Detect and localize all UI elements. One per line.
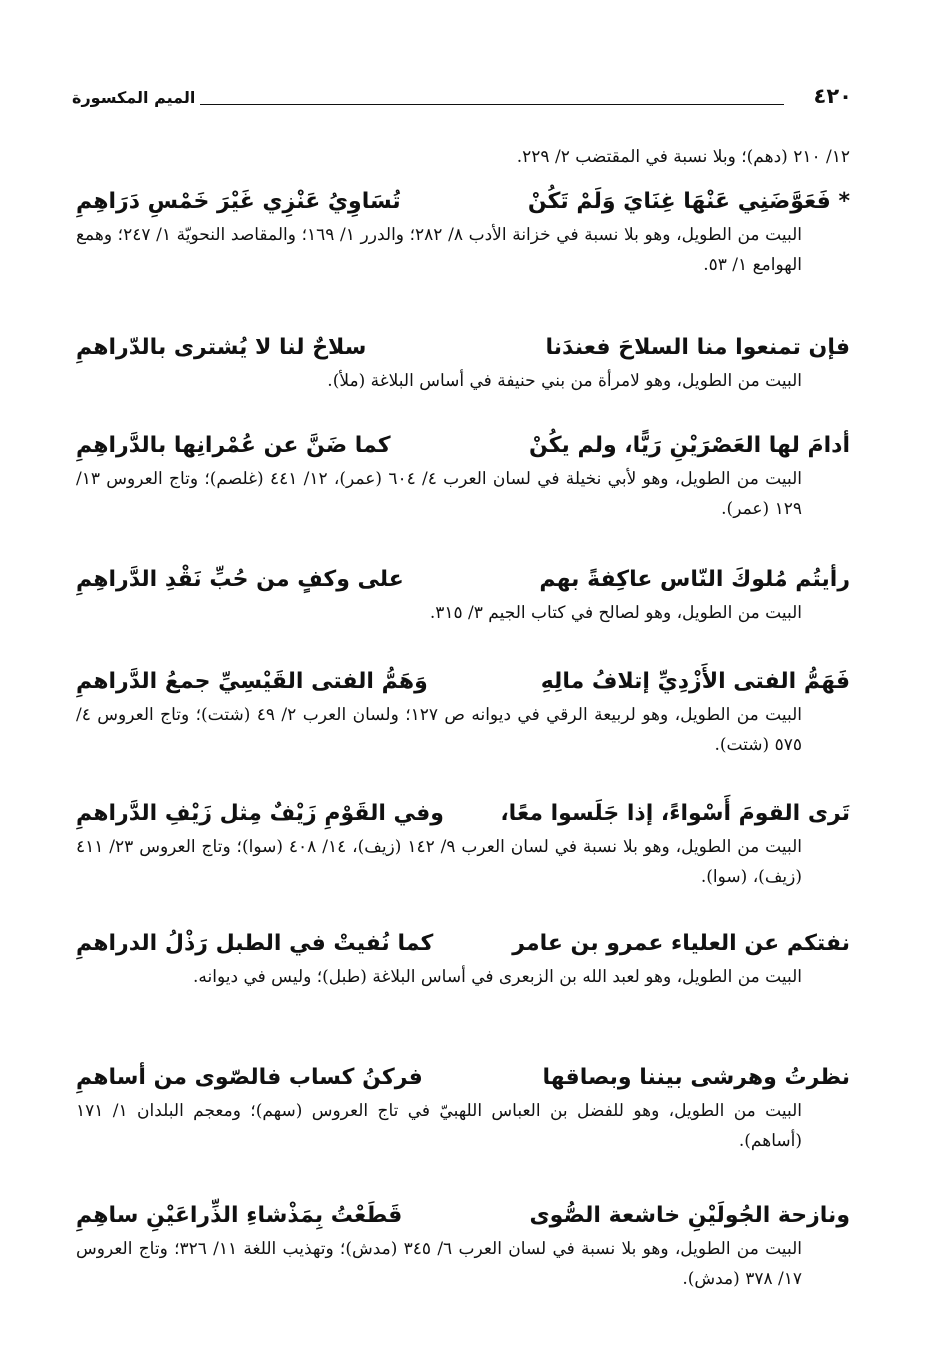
continued-note: ١٢/ ٢١٠ (دهم)؛ وبلا نسبة في المقتضب ٢/ ٢٢٩.: [516, 147, 850, 167]
first-hemistich: فَهَمُّ الفتى الأَزْدِيِّ إتلافُ مالِهِ: [540, 669, 850, 694]
verse-entry: [76, 1060, 850, 1156]
verse-line: [76, 1060, 850, 1096]
first-hemistich: * فَعَوَّضَنِي عَنْهَا غِنَايَ وَلَمْ تَكُنْ: [527, 189, 850, 214]
first-hemistich: تَرى القومَ أَسْواءً، إذا جَلَسوا معًا،: [500, 801, 850, 826]
first-hemistich: ونازحة الجُولَيْنِ خاشعة الصُّوى: [529, 1203, 850, 1228]
header-rule: [200, 104, 784, 105]
first-hemistich: نظرتُ وهرشى بيننا وبصاقها: [542, 1065, 850, 1090]
verse-source-note: البيت من الطويل، وهو للفضل بن العباس اللهبيّ في تاج العروس (سهم)؛ ومعجم البلدان ١/ ١٧١ (أساهم).: [76, 1101, 802, 1151]
verse-entry: [76, 428, 850, 524]
second-hemistich: كما نُفيتْ في الطبل رَذْلُ الدراهمِ: [76, 931, 434, 956]
verse-source-note: البيت من الطويل، وهو لأبي نخيلة في لسان العرب ٤/ ٦٠٤ (عمر)، ١٢/ ٤٤١ (غلصم)؛ وتاج العروس ١٣/ ١٢٩ (عمر).: [76, 469, 802, 519]
second-hemistich: تُسَاوِيُ عَنْزِي غَيْرَ خَمْسِ دَرَاهِمِ: [76, 189, 401, 214]
running-title: الميم المكسورة: [72, 88, 196, 107]
verse-line: [76, 926, 850, 962]
first-hemistich: نفتكم عن العلياء عمرو بن عامر: [512, 931, 850, 956]
continued-footnote: [76, 142, 850, 172]
second-hemistich: وفي القَوْمِ زَيْفٌ مِثل زَيْفِ الدَّراهمِ: [76, 801, 444, 826]
second-hemistich: فركنُ كساب فالصّوى من أساهمِ: [76, 1065, 423, 1090]
verse-line: [76, 184, 850, 220]
verse-entry: [76, 562, 850, 628]
page-number: ٤٢٠: [813, 84, 852, 108]
verse-line: [76, 664, 850, 700]
verse-entry: [76, 1198, 850, 1294]
verse-source-note: البيت من الطويل، وهو بلا نسبة في خزانة الأدب ٨/ ٢٨٢؛ والدرر ١/ ١٦٩؛ والمقاصد النحويّة ١/ ٢٤٧؛ وهمع الهوامع ١/ ٥٣.: [76, 225, 802, 275]
verse-line: [76, 1198, 850, 1234]
verse-source-note: البيت من الطويل، وهو بلا نسبة في لسان العرب ٦/ ٣٤٥ (مدش)؛ وتهذيب اللغة ١١/ ٣٢٦؛ وتاج العروس ١٧/ ٣٧٨ (مدش).: [76, 1239, 802, 1289]
verse-entry: [76, 330, 850, 396]
page-header: [72, 84, 852, 116]
first-hemistich: أدامَ لها العَصْرَيْنِ رَيًّا، ولم يكُنْ: [528, 433, 850, 458]
verse-line: [76, 796, 850, 832]
verse-source-note: البيت من الطويل، وهو لامرأة من بني حنيفة في أساس البلاغة (ملأ).: [327, 371, 802, 391]
second-hemistich: وَهَمُّ الفتى القَيْسِيِّ جمعُ الدَّراهمِ: [76, 669, 428, 694]
verse-line: [76, 330, 850, 366]
verse-line: [76, 428, 850, 464]
verse-line: [76, 562, 850, 598]
second-hemistich: سلاحٌ لنا لا يُشترى بالدّراهمِ: [76, 335, 367, 360]
verse-entry: [76, 796, 850, 892]
second-hemistich: على وكفٍ من حُبِّ نَقْدِ الدَّراهِمِ: [76, 567, 404, 592]
second-hemistich: كما ضَنَّ عن عُمْرانِها بالدَّراهِمِ: [76, 433, 391, 458]
second-hemistich: قَطَعْتُ بِمَذْشاءِ الذِّراعَيْنِ ساهِمِ: [76, 1203, 403, 1228]
verse-source-note: البيت من الطويل، وهو لصالح في كتاب الجيم ٣/ ٣١٥.: [429, 603, 802, 623]
first-hemistich: رأيتُم مُلوكَ النّاس عاكِفةً بهم: [539, 567, 850, 592]
verse-entry: [76, 184, 850, 280]
verse-source-note: البيت من الطويل، وهو لعبد الله بن الزبعرى في أساس البلاغة (طبل)؛ وليس في ديوانه.: [192, 967, 802, 987]
verse-source-note: البيت من الطويل، وهو لربيعة الرقي في ديوانه ص ١٢٧؛ ولسان العرب ٢/ ٤٩ (شتت)؛ وتاج العروس ٤/ ٥٧٥ (شتت).: [76, 705, 802, 755]
verse-source-note: البيت من الطويل، وهو بلا نسبة في لسان العرب ٩/ ١٤٢ (زيف)، ١٤/ ٤٠٨ (سوا)؛ وتاج العروس ٢٣/ ٤١١ (زيف)، (سوا).: [76, 837, 803, 887]
verse-entry: [76, 664, 850, 760]
verse-entry: [76, 926, 850, 992]
first-hemistich: فإن تمنعوا منا السلاحَ فعندَنا: [545, 335, 850, 360]
